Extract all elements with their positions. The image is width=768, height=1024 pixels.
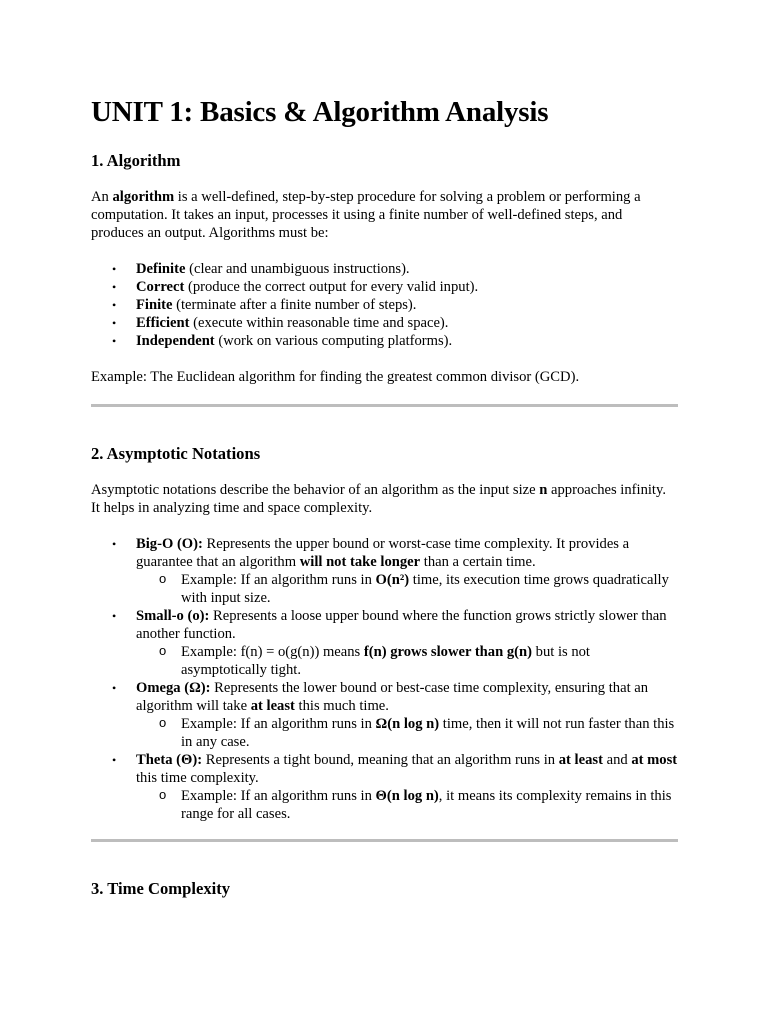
circle-bullet-icon: o xyxy=(159,643,167,658)
example-bold: f(n) grows slower than g(n) xyxy=(363,644,532,660)
property-desc: (clear and unambiguous instructions). xyxy=(185,261,410,277)
notation-example xyxy=(159,787,678,823)
property-desc: (work on various computing platforms). xyxy=(214,333,453,349)
bullet-icon: • xyxy=(112,681,117,695)
notation-desc: than a certain time. xyxy=(420,554,536,570)
section-heading-algorithm: 1. Algorithm xyxy=(91,151,181,170)
notation-term: Small-o (o): xyxy=(136,608,210,624)
notation-example-list xyxy=(136,643,678,679)
example-text: but is not asymptotically tight. xyxy=(181,644,590,678)
notation-item-theta xyxy=(112,751,678,823)
notation-desc: this much time. xyxy=(294,698,389,714)
property-desc: (execute within reasonable time and space). xyxy=(189,315,449,331)
example-text: Example: If an algorithm runs in xyxy=(181,716,376,732)
property-term: Efficient xyxy=(136,315,190,331)
page-title: UNIT 1: Basics & Algorithm Analysis xyxy=(91,96,549,128)
bullet-icon: • xyxy=(112,609,117,623)
notation-term: Theta (Θ): xyxy=(136,752,203,768)
notation-desc-bold: at most xyxy=(631,752,678,768)
notation-desc: Represents the upper bound or worst-case time complexity. It provides a guarantee that an algorithm xyxy=(136,536,630,570)
section-divider xyxy=(91,839,678,842)
document-content xyxy=(91,94,678,916)
example-text: Example: If an algorithm runs in xyxy=(181,572,376,588)
notation-item-omega xyxy=(112,679,678,751)
intro-text: is a well-defined, step-by-step procedure for solving a problem or performing a computation. It takes an input, processes it using a finite number of well-defined steps, and produces an output. Algorithms must be: xyxy=(91,189,641,241)
intro-text: approaches infinity. It helps in analyzing time and space complexity. xyxy=(91,482,666,516)
bullet-icon: • xyxy=(112,316,117,330)
notations-list xyxy=(91,535,678,823)
list-item xyxy=(112,332,678,350)
notation-desc: this time complexity. xyxy=(136,770,259,786)
example-bold: O(n²) xyxy=(375,572,410,588)
section-heading-asymptotic: 2. Asymptotic Notations xyxy=(91,444,261,463)
example-text: Example: If an algorithm runs in xyxy=(181,788,376,804)
bullet-icon: • xyxy=(112,262,117,276)
notation-desc-bold: at least xyxy=(558,752,603,768)
notation-example xyxy=(159,715,678,751)
notation-desc: Represents a loose upper bound where the function grows strictly slower than another function. xyxy=(136,608,667,642)
list-item xyxy=(112,314,678,332)
list-item xyxy=(112,260,678,278)
example-text: time, its execution time grows quadratically with input size. xyxy=(181,572,669,606)
property-term: Definite xyxy=(136,261,186,277)
section-heading-time-complexity: 3. Time Complexity xyxy=(91,879,231,898)
property-term: Independent xyxy=(136,333,215,349)
notation-example-list xyxy=(136,715,678,751)
notation-term: Omega (Ω): xyxy=(136,680,211,696)
notation-example-list xyxy=(136,571,678,607)
example-text: Example: f(n) = o(g(n)) means xyxy=(181,644,364,660)
notation-desc-bold: at least xyxy=(250,698,295,714)
notation-desc-bold: will not take longer xyxy=(299,554,421,570)
list-item xyxy=(112,278,678,296)
example-text: , it means its complexity remains in this range for all cases. xyxy=(181,788,672,822)
bullet-icon: • xyxy=(112,280,117,294)
circle-bullet-icon: o xyxy=(159,787,167,802)
circle-bullet-icon: o xyxy=(159,715,167,730)
property-desc: (produce the correct output for every valid input). xyxy=(184,279,479,295)
bullet-icon: • xyxy=(112,537,117,551)
notation-example xyxy=(159,571,678,607)
example-text: time, then it will not run faster than this in any case. xyxy=(181,716,675,750)
circle-bullet-icon: o xyxy=(159,571,167,586)
notation-item-big-o xyxy=(112,535,678,607)
intro-text: Asymptotic notations describe the behavior of an algorithm as the input size xyxy=(91,482,540,498)
notation-example xyxy=(159,643,678,679)
notation-term: Big-O (O): xyxy=(136,536,203,552)
example-bold: Θ(n log n) xyxy=(375,788,439,804)
bullet-icon: • xyxy=(112,298,117,312)
property-term: Correct xyxy=(136,279,185,295)
bullet-icon: • xyxy=(112,753,117,767)
notation-example-list xyxy=(136,787,678,823)
section-divider xyxy=(91,404,678,407)
algorithm-example: Example: The Euclidean algorithm for finding the greatest common divisor (GCD). xyxy=(91,369,580,385)
notation-desc: and xyxy=(602,752,632,768)
list-item xyxy=(112,296,678,314)
property-term: Finite xyxy=(136,297,173,313)
algorithm-properties-list xyxy=(91,260,678,350)
property-desc: (terminate after a finite number of steps). xyxy=(172,297,417,313)
notation-item-small-o xyxy=(112,607,678,679)
bullet-icon: • xyxy=(112,334,117,348)
notation-desc: Represents the lower bound or best-case time complexity, ensuring that an algorithm will take xyxy=(136,680,649,714)
intro-bold-term: algorithm xyxy=(112,189,175,205)
intro-text: An xyxy=(91,189,113,205)
notation-desc: Represents a tight bound, meaning that an algorithm runs in xyxy=(202,752,559,768)
algorithm-intro-paragraph xyxy=(91,188,678,242)
asymptotic-intro-paragraph xyxy=(91,481,678,517)
intro-bold-term: n xyxy=(539,482,548,498)
example-bold: Ω(n log n) xyxy=(375,716,440,732)
